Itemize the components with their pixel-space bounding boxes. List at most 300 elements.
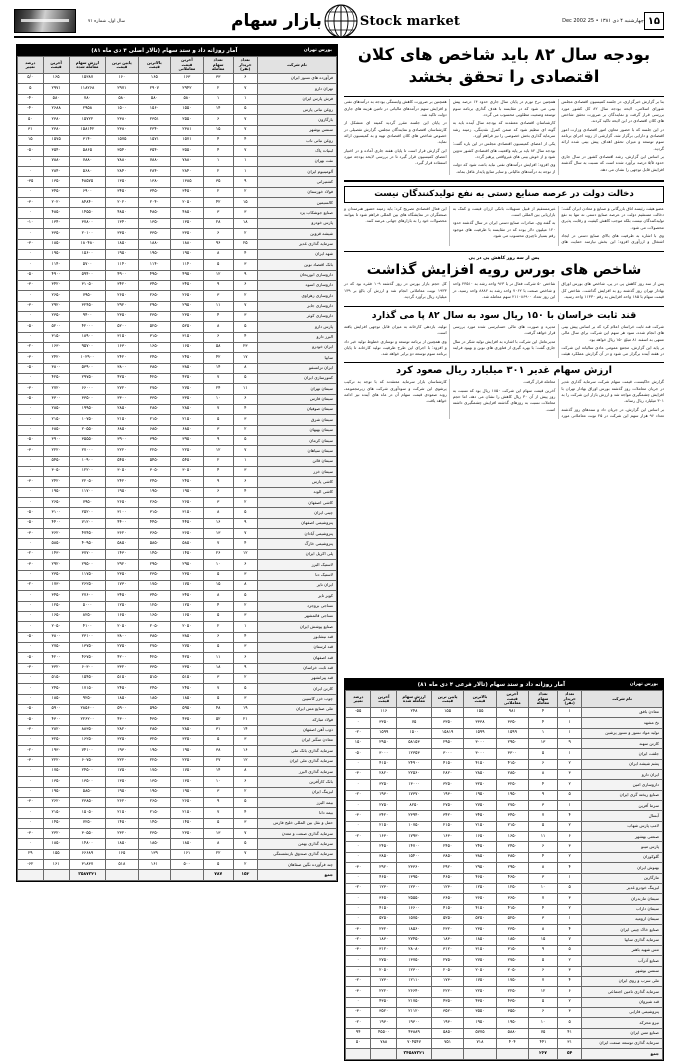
table-row <box>346 852 663 862</box>
cell-high: ۱۴۵۰ <box>138 549 171 559</box>
cell-count: ۳۳ <box>203 74 233 84</box>
total-cell-first <box>431 1049 463 1059</box>
lead-headline: بودجه سال ۸۲ باید شاخص های کلان اقتصادی را تحقق بخشد <box>357 45 651 86</box>
article-paragraph: عضو هیئت رئیسه اتاق بازرگانی و صنایع و معادن ایران گفت: دخالت مستقیم دولت در عرصه صنایع دستی نه تنها به نفع تولیدکنندگان نیست بلکه موجب کاهش کیفیت و رقابت پذیری محصولات می شود. <box>561 205 664 230</box>
cell-buyer: ۲۱ <box>233 715 257 725</box>
cell-first: ۲۳۸۰ <box>106 115 139 125</box>
cell-high: ۵۸۰ <box>138 94 171 104</box>
cell-count: ۴ <box>203 146 233 156</box>
table-row <box>346 728 663 738</box>
cell-lastp: ۱۹۵۰ <box>43 487 69 497</box>
cell-buyer: ۴ <box>233 632 257 642</box>
column-header-count <box>528 691 557 708</box>
cell-count: ۸ <box>203 839 233 849</box>
cell-lastp: ۲۶۵۰ <box>43 291 69 301</box>
cell-last2: ۲۹۵۰ <box>496 739 528 749</box>
cell-vol: ۶۰۳۰۰ <box>69 663 105 673</box>
cell-last2: ۱۶۵۰ <box>171 611 204 621</box>
table-row <box>18 549 337 559</box>
column-header-chg <box>18 57 44 74</box>
cell-count: ۴ <box>203 311 233 321</box>
cell-chg: ۳۰- <box>346 1007 371 1017</box>
lead-divider <box>344 96 664 97</box>
cell-name: داروسازی کوثر <box>257 311 336 321</box>
cell-lastp: ۲۳۵۰ <box>43 570 69 580</box>
cell-count: ۷ <box>203 684 233 694</box>
cell-count: ۱۱ <box>203 653 233 663</box>
cell-first: ۲۳۲۰ <box>431 925 463 935</box>
column-header-line: بالاترین <box>472 693 488 699</box>
cell-vol: ۱۰۹۰۰ <box>69 456 105 466</box>
cell-vol: ۱۵۷۲۲ <box>69 115 105 125</box>
cell-chg: ۰ <box>346 842 371 852</box>
cell-buyer: ۳ <box>558 770 582 780</box>
cell-lastp: ۲۹۲۰ <box>43 301 69 311</box>
cell-count: ۲ <box>203 622 233 632</box>
masthead-title-en: Stock market <box>359 13 461 29</box>
cell-lastp: ۳۲۵۰ <box>371 780 397 790</box>
table-row <box>346 997 663 1007</box>
cell-high: ۷۸۸۰ <box>138 156 171 166</box>
cell-count: ۲ <box>203 187 233 197</box>
cell-last2: ۴۳۵۰ <box>496 997 528 1007</box>
cell-lastp: ۲۷۵۰ <box>371 801 397 811</box>
table-row <box>346 739 663 749</box>
cell-first: ۱۵۰۰ <box>106 105 139 115</box>
cell-buyer: ۲۵ <box>233 239 257 249</box>
cell-count: ۳۸ <box>203 746 233 756</box>
cell-name: ایران ترانسفو <box>257 363 336 373</box>
cell-vol: ۱۴۵۵۰ <box>69 208 105 218</box>
cell-first: ۵۱۸ <box>106 860 139 870</box>
cell-last2: ۲۰۵۰ <box>171 622 204 632</box>
table-row <box>18 105 337 115</box>
cell-count: ۸ <box>203 508 233 518</box>
column-header-line: قیمت <box>506 695 518 701</box>
cell-name: سرمایه گذاری توسعه صنعت ایران <box>582 1039 663 1049</box>
table-row <box>18 270 337 280</box>
cell-vol: ۴۳۸۸۹ <box>397 1028 432 1038</box>
cell-count: ۱۳ <box>203 529 233 539</box>
cell-lastp: ۲۴۵۰ <box>371 842 397 852</box>
total-cell-lastp <box>371 1049 397 1059</box>
cell-lastp: ۳۳۰۰ <box>43 394 69 404</box>
cell-name: صنایع خاک چینی ایران <box>582 925 663 935</box>
cell-vol: ۱۶۶۰۰ <box>397 904 432 914</box>
cell-last2: ۲۴۵۰ <box>171 477 204 487</box>
cell-buyer: ۱ <box>558 749 582 759</box>
cell-high: ۱۲۵۰ <box>464 883 496 893</box>
cell-count: ۶ <box>203 487 233 497</box>
cell-lastp: ۲۶۲۰ <box>43 798 69 808</box>
cell-count: ۳ <box>203 291 233 301</box>
cell-high: ۳۸۵۰ <box>138 363 171 373</box>
cell-last2: ۱۶۱ <box>171 849 204 859</box>
cell-first: ۲۳۵۰ <box>106 570 139 580</box>
cell-lastp: ۵۲۵۰ <box>371 914 397 924</box>
article-paragraph: وی با اشاره به ظرفیت های بالای صنایع دستی در ایجاد اشتغال و ارزآوری افزود: این بخش نیازمند حمایت های غیرمستقیم از قبیل تسهیلات بانکی ارزان قیمت و کمک به بازاریابی بین المللی است. <box>452 205 664 245</box>
cell-vol: ۴۷۴۵۰ <box>69 529 105 539</box>
cell-chg: ۳۰- <box>18 301 44 311</box>
cell-buyer: ۷ <box>558 935 582 945</box>
cell-buyer: ۲ <box>233 601 257 611</box>
cell-vol: ۲۶۲۵۰ <box>69 580 105 590</box>
table-row <box>18 580 337 590</box>
main-table-head <box>18 57 337 74</box>
cell-first: ۳۲۵۰ <box>431 780 463 790</box>
cell-count: ۲۷ <box>203 756 233 766</box>
table-row <box>346 1007 663 1017</box>
cell-name: صنایع مس ایران <box>582 1028 663 1038</box>
table-row <box>18 208 337 218</box>
cell-buyer: ۲ <box>558 956 582 966</box>
cell-last2: ۱۸۵۰ <box>496 935 528 945</box>
cell-high: ۲۰۵۰ <box>138 622 171 632</box>
cell-last2: ۳۰۵۰ <box>171 467 204 477</box>
cell-first: ۴۳۵۰ <box>431 997 463 1007</box>
cell-chg: ۰ <box>18 498 44 508</box>
cell-buyer: ۴ <box>233 808 257 818</box>
cell-buyer: ۱ <box>558 914 582 924</box>
cell-chg: ۳۵- <box>18 177 44 187</box>
cell-lastp: ۲۲۲۰ <box>43 446 69 456</box>
table-row <box>18 798 337 808</box>
cell-chg: ۵۰- <box>18 715 44 725</box>
cell-high: ۳۶۵۰ <box>138 529 171 539</box>
cell-buyer: ۹ <box>233 663 257 673</box>
cell-name: داروسازی زهراوی <box>257 291 336 301</box>
table-row <box>346 956 663 966</box>
table-row <box>18 363 337 373</box>
cell-last2: ۲۳۸۱ <box>171 125 204 135</box>
cell-first: ۱۹۳۰ <box>431 790 463 800</box>
cell-chg: ۹۴ <box>346 1028 371 1038</box>
cell-vol: ۳۰۵۵۰ <box>69 829 105 839</box>
cell-chg: ۰ <box>18 415 44 425</box>
column-header-line: معامله شده <box>402 698 426 703</box>
cell-lastp: ۲۹۷۱ <box>43 84 69 94</box>
cell-count: ۳ <box>203 425 233 435</box>
cell-last2: ۳۳۵۰ <box>171 394 204 404</box>
cell-count: ۶ <box>528 1007 557 1017</box>
cell-vol: ۳۷۸۰۰ <box>69 218 105 228</box>
cell-lastp: ۷۸۸ <box>371 1039 397 1049</box>
cell-chg: ۰ <box>346 852 371 862</box>
table-row <box>18 353 337 363</box>
column-header-last2 <box>496 691 528 708</box>
cell-high: ۱۳۸۰ <box>138 177 171 187</box>
cell-lastp: ۱۹۳۰ <box>371 790 397 800</box>
cell-name: پارس دارو <box>257 322 336 332</box>
cell-high: ۱۵۹۹ <box>464 728 496 738</box>
cell-vol: ۴۱۰۰ <box>69 622 105 632</box>
cell-name: روغن نباتی پارس <box>257 105 336 115</box>
cell-high: ۲۹۵۰ <box>138 301 171 311</box>
cell-buyer: ۴۱ <box>558 1028 582 1038</box>
cell-buyer: ۱ <box>558 728 582 738</box>
table-row <box>346 966 663 976</box>
cell-last2: ۲۵۵۰ <box>171 115 204 125</box>
cell-name: نخ مشهد <box>582 718 663 728</box>
cell-count: ۵ <box>203 570 233 580</box>
cell-count: ۱۱ <box>203 301 233 311</box>
cell-first: ۲۱۵۰ <box>106 415 139 425</box>
cell-count: ۶ <box>528 842 557 852</box>
cell-count: ۱۰ <box>203 560 233 570</box>
cell-first: ۳۵۴۰ <box>106 146 139 156</box>
cell-name: صنایع جوشکاب یزد <box>257 208 336 218</box>
cell-buyer: ۱ <box>233 622 257 632</box>
cell-first: ۲۲۲۰ <box>431 987 463 997</box>
cell-vol: ۳۱۰۵۰ <box>69 280 105 290</box>
total-cell-vol: ۳۴۵۸۷۳۲۱ <box>397 1049 432 1059</box>
cell-count: ۸ <box>203 249 233 259</box>
cell-count: ۵ <box>528 749 557 759</box>
cell-vol: ۲۵۲۰۰ <box>69 508 105 518</box>
cell-high: ۲۸۵۰ <box>138 725 171 735</box>
cell-vol: ۱۴۷۰۰ <box>397 842 432 852</box>
cell-high: ۴۲۵۰ <box>138 373 171 383</box>
cell-name: صنایع آذرآب <box>582 956 663 966</box>
cell-high: ۳۹۵۰ <box>138 436 171 446</box>
cell-first: ۴۱۵۰ <box>431 904 463 914</box>
cell-first: ۵۸۵۰ <box>106 539 139 549</box>
cell-buyer: ۲ <box>558 997 582 1007</box>
cell-last2: ۱۴۵۰ <box>171 818 204 828</box>
cell-vol: ۱۱۸۲۶۸ <box>69 84 105 94</box>
cell-vol: ۵۸۵۰ <box>69 787 105 797</box>
cell-count: ۴ <box>528 708 557 718</box>
sub-table-caption <box>345 679 663 690</box>
column-header-chg <box>346 691 371 708</box>
article-paragraph: پس از سه روز کاهش پی در پی، شاخص های بورس اوراق بهادار تهران روز گذشته رو به افزایش گذاشت. شاخص کل قیمت سهام با ۱۸۵ واحد افزایش به رقم ۱۱۳۳۰ واحد رسید. <box>561 281 664 299</box>
cell-lastp: ۱۵۷۵ <box>43 136 69 146</box>
cell-buyer: ۵ <box>233 839 257 849</box>
cell-name: ملی صنایع مس ایران <box>257 704 336 714</box>
cell-name: لاستیک دنا <box>257 570 336 580</box>
cell-buyer: ۲ <box>233 860 257 870</box>
cell-first: ۲۰۵۰ <box>431 966 463 976</box>
cell-first: ۱۶۳۰ <box>106 342 139 352</box>
bourse-body <box>344 281 664 302</box>
cell-buyer: ۳ <box>558 894 582 904</box>
table-row <box>18 156 337 166</box>
cell-last2: ۵۴۵۰ <box>171 456 204 466</box>
cell-last2: ۲۷۵۰ <box>496 956 528 966</box>
cell-buyer: ۴ <box>558 976 582 986</box>
cell-lastp: ۲۶۸۸ <box>43 105 69 115</box>
cell-count: ۱۵ <box>203 580 233 590</box>
cell-chg: ۲۰- <box>346 883 371 893</box>
article-paragraph: بر پایه این گزارش، مجمع عمومی عادی سالیانه این شرکت در هفته آینده برگزار می شود و در آن گزارش عملکرد هیئت مدیره و صورت های مالی حسابرسی شده مورد بررسی قرار خواهد گرفت. <box>452 323 664 357</box>
cell-lastp: ۲۳۵۰ <box>43 311 69 321</box>
cell-lastp: ۱۹۵۰ <box>43 787 69 797</box>
cell-buyer: ۱ <box>558 708 582 718</box>
cell-name: سیمان بهبهان <box>257 425 336 435</box>
article-paragraph: بر اساس این گزارش، رشد اقتصادی کشور در سال جاری حدود ۵/۵ درصد برآورد شده است که نسبت به سال گذشته افزایش قابل توجهی را نشان می دهد. <box>561 153 664 172</box>
main-table-grid <box>17 56 337 881</box>
cell-last2: ۴۰۴ <box>496 1039 528 1049</box>
cell-lastp: ۳۴۵۰ <box>43 591 69 601</box>
table-row <box>346 1018 663 1028</box>
cell-chg: ۴۰- <box>18 105 44 115</box>
cell-high: ۱۳۹ <box>138 849 171 859</box>
cell-lastp: ۲۰۵۰ <box>43 622 69 632</box>
cell-high: ۵۸۵۰ <box>138 539 171 549</box>
cell-high: ۳۳۳۸ <box>464 718 496 728</box>
cell-first: ۳۵۲۰ <box>431 1007 463 1017</box>
cell-buyer: ۵ <box>558 883 582 893</box>
cell-chg: ۰ <box>346 873 371 883</box>
cell-buyer: ۱۵ <box>233 198 257 208</box>
cell-high: ۲۰۴۰ <box>138 198 171 208</box>
cell-first: ۱۹۳۰ <box>106 746 139 756</box>
cell-lastp: ۱۶۱ <box>43 860 69 870</box>
cell-name: کاشی پارس <box>257 477 336 487</box>
cell-lastp: ۲۰۵۰ <box>371 966 397 976</box>
cell-first: ۱۵۵ <box>431 708 463 718</box>
cell-high: ۳۲۵۰ <box>464 780 496 790</box>
column-header-line: آخرین <box>50 59 62 65</box>
cell-count: ۹ <box>203 436 233 446</box>
cell-buyer: ۹ <box>558 739 582 749</box>
cell-first: ۳۳۵۰ <box>106 229 139 239</box>
cell-buyer: ۴ <box>233 332 257 342</box>
cell-first: ۱۳۴۰ <box>106 218 139 228</box>
cell-chg: ۳۰- <box>346 945 371 955</box>
table-row <box>18 218 337 228</box>
cell-name: معادن منگنز ایران <box>257 736 336 746</box>
cell-high: ۲۷۵۰ <box>138 384 171 394</box>
table-row <box>346 987 663 997</box>
cell-count: ۴ <box>528 780 557 790</box>
column-header-line: ارزش سهام <box>402 693 426 699</box>
cell-name: پلی اکریل ایران <box>257 549 336 559</box>
cell-lastp: ۵۴۵۰ <box>43 456 69 466</box>
cell-name: داروسازی جابر <box>257 301 336 311</box>
cell-buyer: ۴ <box>558 863 582 873</box>
cell-name: سیمان ارومیه <box>582 914 663 924</box>
cell-name: بیمه البرز <box>257 798 336 808</box>
publication-date: چهارشنبه ۴ دی ۱۳۸۱ • 25 Dec 2002 <box>562 18 644 24</box>
cell-last2: ۱۳۵۰ <box>171 777 204 787</box>
cell-lastp: ۱۸۳۰ <box>371 935 397 945</box>
cell-high: ۴۳۵۰ <box>464 997 496 1007</box>
cell-name: قند پیرانشهر <box>257 673 336 683</box>
cell-first: ۱۳۵۰ <box>106 777 139 787</box>
cell-name: معادن بافق <box>582 708 663 718</box>
cell-lastp: ۴۸۵۰ <box>43 208 69 218</box>
cell-first: ۲۴۵۰ <box>431 842 463 852</box>
cell-vol: ۲۲۶۲۰۰ <box>69 715 105 725</box>
cell-last2: ۲۸۵۰ <box>171 405 204 415</box>
cell-vol: ۱۷۹۳۰ <box>397 832 432 842</box>
cell-high: ۲۹۵۰ <box>464 863 496 873</box>
cell-last2: ۱۸۸۰ <box>171 239 204 249</box>
cell-chg: ۶۲- <box>18 860 44 870</box>
cell-count: ۱۵ <box>203 125 233 135</box>
cell-vol: ۱۳۵۰۰ <box>69 777 105 787</box>
cell-last2: ۵۱۵۰ <box>171 673 204 683</box>
cell-first: ۳۳۲۰ <box>106 663 139 673</box>
cell-buyer: ۱ <box>558 873 582 883</box>
cell-name: قند نیشابور <box>257 632 336 642</box>
column-header-line: (نفر) <box>240 66 251 72</box>
cell-high: ۳۴۵۰ <box>138 187 171 197</box>
cell-vol: ۹۴۰۰ <box>69 311 105 321</box>
cell-last2: ۲۴۵۰ <box>496 842 528 852</box>
cell-last2: ۱۵۷۱ <box>171 136 204 146</box>
cell-vol: ۱۵۸۱۴۲ <box>69 125 105 135</box>
cell-lastp: ۲۰۲۰ <box>43 198 69 208</box>
cell-name: پشم شیشه ایران <box>582 759 663 769</box>
table-row <box>18 342 337 352</box>
column-header-line: آخرین <box>181 57 193 63</box>
cell-first: ۲۱۵۰ <box>106 808 139 818</box>
cell-vol: ۱۶۲۵۰ <box>69 736 105 746</box>
cell-high: ۱۶۵ <box>138 74 171 84</box>
column-header-first <box>106 57 139 74</box>
cell-chg: ۰ <box>18 156 44 166</box>
column-header-line: بالاترین <box>147 59 162 65</box>
column-header-lastp <box>43 57 69 74</box>
cell-vol: ۳۱۴۰ <box>69 136 105 146</box>
cell-count: ۵ <box>203 642 233 652</box>
cell-name: سیمان فارس <box>257 394 336 404</box>
cell-lastp: ۳۴۵۰ <box>43 187 69 197</box>
cell-lastp: ۳۳۲۰ <box>43 663 69 673</box>
main-table-caption <box>17 45 337 56</box>
cell-count: ۴ <box>203 136 233 146</box>
article-paragraph: وی افزود: افزایش درآمدهای نفتی نباید باعث شود که دولت از توجه به درآمدهای مالیاتی و سایر منابع پایدار غافل بماند. <box>452 162 556 174</box>
cell-lastp: ۲۷۵۰ <box>43 642 69 652</box>
cell-vol: ۳۳۵۰۰ <box>69 394 105 404</box>
cell-chg: ۰ <box>18 487 44 497</box>
cell-high: ۱۴۵۰ <box>138 818 171 828</box>
cell-high: ۱۷۵۰ <box>138 767 171 777</box>
cell-lastp: ۲۶۵۰ <box>43 498 69 508</box>
cell-name: بانک اقتصاد نوین <box>257 260 336 270</box>
cell-last2: ۵۰۰ <box>171 860 204 870</box>
cell-chg: ۳۰- <box>18 353 44 363</box>
cell-last2: ۱۷۵۰ <box>496 976 528 986</box>
cell-name: سرمایه گذاری بانک ملی <box>257 746 336 756</box>
cell-last2: ۲۲۵۰ <box>171 446 204 456</box>
cell-last2: ۴۶۵۰ <box>496 873 528 883</box>
column-header-line: معامله شده <box>76 64 99 69</box>
cell-count: ۸ <box>203 322 233 332</box>
cell-vol: ۶۹۰۰ <box>69 187 105 197</box>
cell-lastp: ۴۶۵۰ <box>371 873 397 883</box>
cell-buyer: ۶ <box>233 477 257 487</box>
total-cell-high <box>464 1049 496 1059</box>
cell-first: ۴۱۵۰ <box>431 759 463 769</box>
cell-high: ۱۶۵۰ <box>138 611 171 621</box>
cell-vol: ۸۸۳۵۰ <box>69 725 105 735</box>
cell-name: حمل و نقل بین المللی خلیج فارس <box>257 818 336 828</box>
cell-chg: ۰ <box>18 291 44 301</box>
cell-high: ۱۲۵۰ <box>138 601 171 611</box>
column-header-count <box>203 57 233 74</box>
cell-lastp: ۴۲۰۰ <box>43 653 69 663</box>
cell-name: ذوب آهن اصفهان <box>257 725 336 735</box>
cell-high: ۲۹۵۰ <box>138 560 171 570</box>
sugar-body <box>344 324 664 358</box>
cell-buyer: ۶ <box>233 280 257 290</box>
cell-last2: ۲۷۵۰ <box>171 384 204 394</box>
cell-last2: ۳۹۵۰ <box>171 436 204 446</box>
table-row <box>18 632 337 642</box>
